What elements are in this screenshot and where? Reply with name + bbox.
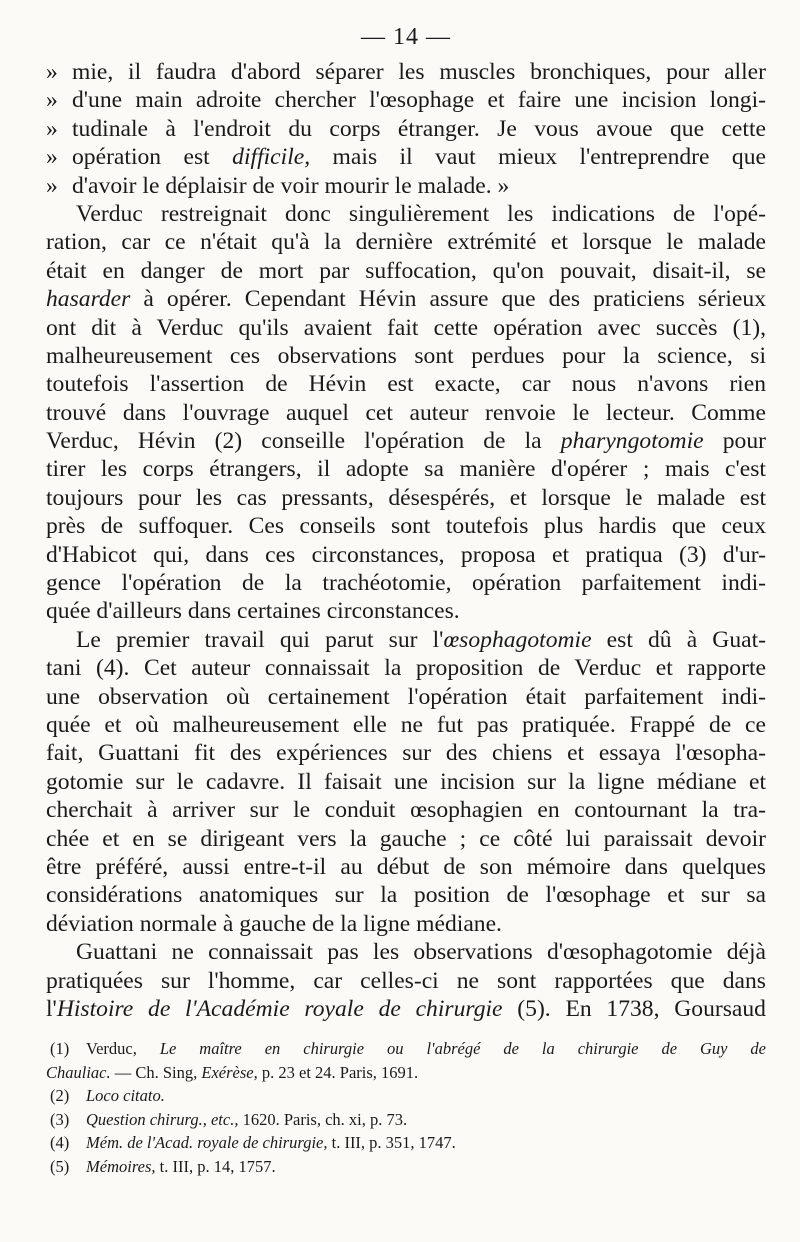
text-line: » d'une main adroite chercher l'œsophage et faire une incision longi- [46,87,766,114]
text-line: toujours pour les cas pressants, désespérés, et lorsque le malade est [46,484,766,511]
page-number: — 14 — [361,24,451,50]
paragraph-start: Le premier travail qui parut sur l'œsophagotomie est dû à Guat- [76,626,766,653]
text-line: cherchait à arriver sur le conduit œsophagien en contournant la tra- [46,797,766,824]
footnote-1-continued: Chauliac. — Ch. Sing, Exérèse, p. 23 et 24. Paris, 1691. [46,1062,419,1082]
text-line: était en danger de mort par suffocation, qu'on pouvait, disait-il, se [46,257,766,284]
text-line: » tudinale à l'endroit du corps étranger. Je vous avoue que cette [46,115,766,142]
footnote-2: (2) Loco citato. [50,1086,165,1106]
footnote-4: (4) Mém. de l'Acad. royale de chirurgie, t. III, p. 351, 1747. [50,1133,456,1153]
text-line: » opération est difficile, mais il vaut mieux l'entreprendre que [46,144,766,171]
text-line: malheureusement ces observations sont perdues pour la science, si [46,342,766,369]
quote-mark: » [46,87,58,114]
paragraph-start: Guattani ne connaissait pas les observations d'œsophagotomie déjà [76,939,766,966]
text-line: hasarder à opérer. Cependant Hévin assure que des praticiens sérieux [46,286,766,313]
text-line: tirer les corps étrangers, il adopte sa manière d'opérer ; mais c'est [46,456,766,483]
footnote-5: (5) Mémoires, t. III, p. 14, 1757. [50,1156,276,1176]
footnote-3: (3) Question chirurg., etc., 1620. Paris, ch. xi, p. 73. [50,1109,408,1129]
text-line: tani (4). Cet auteur connaissait la proposition de Verduc et rapporte [46,655,766,682]
text-line: Verduc, Hévin (2) conseille l'opération de la pharyngotomie pour [46,428,766,455]
text-line: quée et où malheureusement elle ne fut pas pratiquée. Frappé de ce [46,711,766,738]
text-line: l'Histoire de l'Académie royale de chirurgie (5). En 1738, Goursaud [46,995,766,1022]
text-line: ration, car ce n'était qu'à la dernière extrémité et lorsque le malade [46,229,766,256]
quote-mark: » [46,115,58,142]
book-page [46,22,766,1178]
body-text [46,58,766,1023]
paragraph-start: Verduc restreignait donc singulièrement les indications de l'opé- [76,200,766,227]
footnote-1: (1) Verduc, Le maître en chirurgie ou l'abrégé de la chirurgie de Guy de [50,1039,767,1059]
text-line: gotomie sur le cadavre. Il faisait une incision sur la ligne médiane et [46,768,766,795]
text-line: considérations anatomiques sur la position de l'œsophage et sur sa [46,882,766,909]
text-line: toutefois l'assertion de Hévin est exacte, car nous n'avons rien [46,371,766,398]
text-line: une observation où certainement l'opération était parfaitement indi- [46,683,766,710]
text-line: d'Habicot qui, dans ces circonstances, proposa et pratiqua (3) d'ur- [46,541,766,568]
text-line: » mie, il faudra d'abord séparer les muscles bronchiques, pour aller [46,59,766,85]
quote-mark: » [46,59,58,85]
text-line: déviation normale à gauche de la ligne médiane. [46,910,502,937]
text-line: près de suffoquer. Ces conseils sont toutefois plus hardis que ceux [46,513,766,540]
text-line: fait, Guattani fit des expériences sur des chiens et essaya l'œsopha- [46,740,766,767]
text-line: chée et en se dirigeant vers la gauche ; ce côté lui paraissait devoir [46,825,766,852]
quote-mark: » [46,144,58,171]
text-line: » d'avoir le déplaisir de voir mourir le malade. » [46,172,510,199]
text-line: pratiquées sur l'homme, car celles-ci ne sont rapportées que dans [46,967,766,994]
footnotes [46,1037,766,1178]
text-line: gence l'opération de la trachéotomie, opération parfaitement indi- [46,570,766,597]
text-line: trouvé dans l'ouvrage auquel cet auteur renvoie le lecteur. Comme [46,399,766,426]
text-line: être préféré, aussi entre-t-il au début de son mémoire dans quelques [46,853,766,880]
text-line: quée d'ailleurs dans certaines circonstances. [46,598,460,625]
text-line: ont dit à Verduc qu'ils avaient fait cette opération avec succès (1), [46,314,766,341]
quote-mark: » [46,172,58,199]
